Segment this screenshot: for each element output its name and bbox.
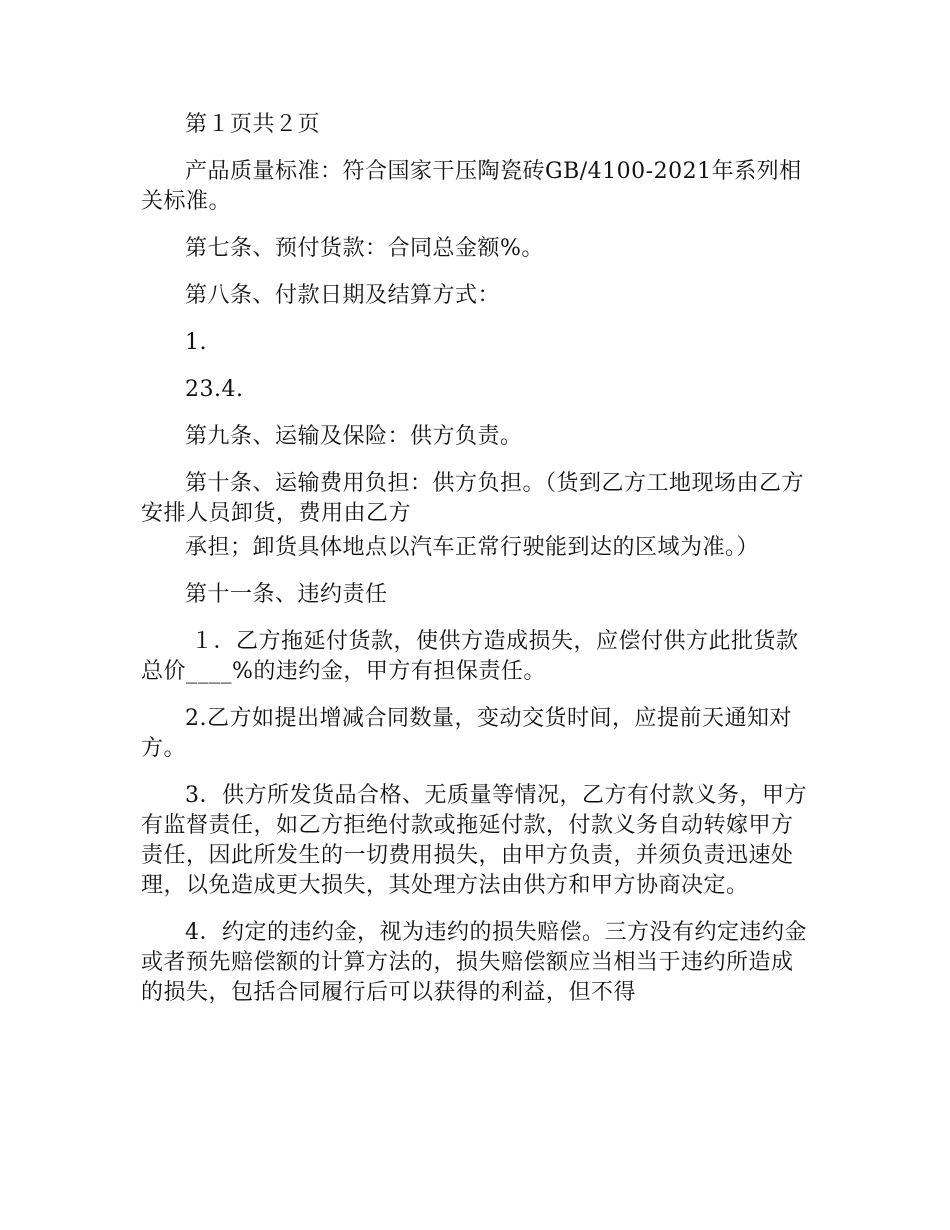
article-11-clause-3: 3．供方所发货品合格、无质量等情况，乙方有付款义务，甲方有监督责任，如乙方拒绝付款或拖延付款，付款义务自动转嫁甲方责任，因此所发生的一切费用损失，由甲方负责，并须负责迅速处理，以免造成更大损失，其处理方法由供方和甲方协商决定。 — [141, 783, 807, 898]
document-body — [141, 110, 811, 1025]
article-8-paragraph: 第八条、付款日期及结算方式： — [185, 283, 501, 308]
article-11-clause-2: 2.乙方如提出增减合同数量，变动交货时间，应提前天通知对方。 — [141, 706, 792, 761]
article-11-clause-4: 4．约定的违约金，视为违约的损失赔偿。三方没有约定违约金或者预先赔偿额的计算方法的，损失赔偿额应当相当于违约所造成的损失，包括合同履行后可以获得的利益，但不得 — [141, 920, 807, 1005]
article-9-paragraph: 第九条、运输及保险：供方负责。 — [185, 424, 523, 449]
quality-standard-paragraph: 产品质量标准：符合国家干压陶瓷砖GB/4100-2021年系列相关标准。 — [141, 159, 802, 214]
article-7-paragraph: 第七条、预付货款：合同总金额%。 — [185, 236, 544, 261]
page-indicator: 第１页共２页 — [185, 112, 321, 137]
article-11-heading: 第十一条、违约责任 — [185, 582, 388, 607]
article-11-clause-1: １．乙方拖延付货款，使供方造成损失，应偿付供方此批货款总价____%的违约金，甲方有担保责任。 — [141, 629, 799, 684]
article-8-items-2-4: 23.4. — [185, 377, 244, 402]
article-10-paragraph: 第十条、运输费用负担：供方负担。（货到乙方工地现场由乙方安排人员卸货，费用由乙方 — [141, 471, 805, 526]
article-8-item-1: 1. — [185, 330, 207, 355]
article-10-continuation: 承担；卸货具体地点以汽车正常行驶能到达的区域为准。） — [185, 535, 760, 560]
